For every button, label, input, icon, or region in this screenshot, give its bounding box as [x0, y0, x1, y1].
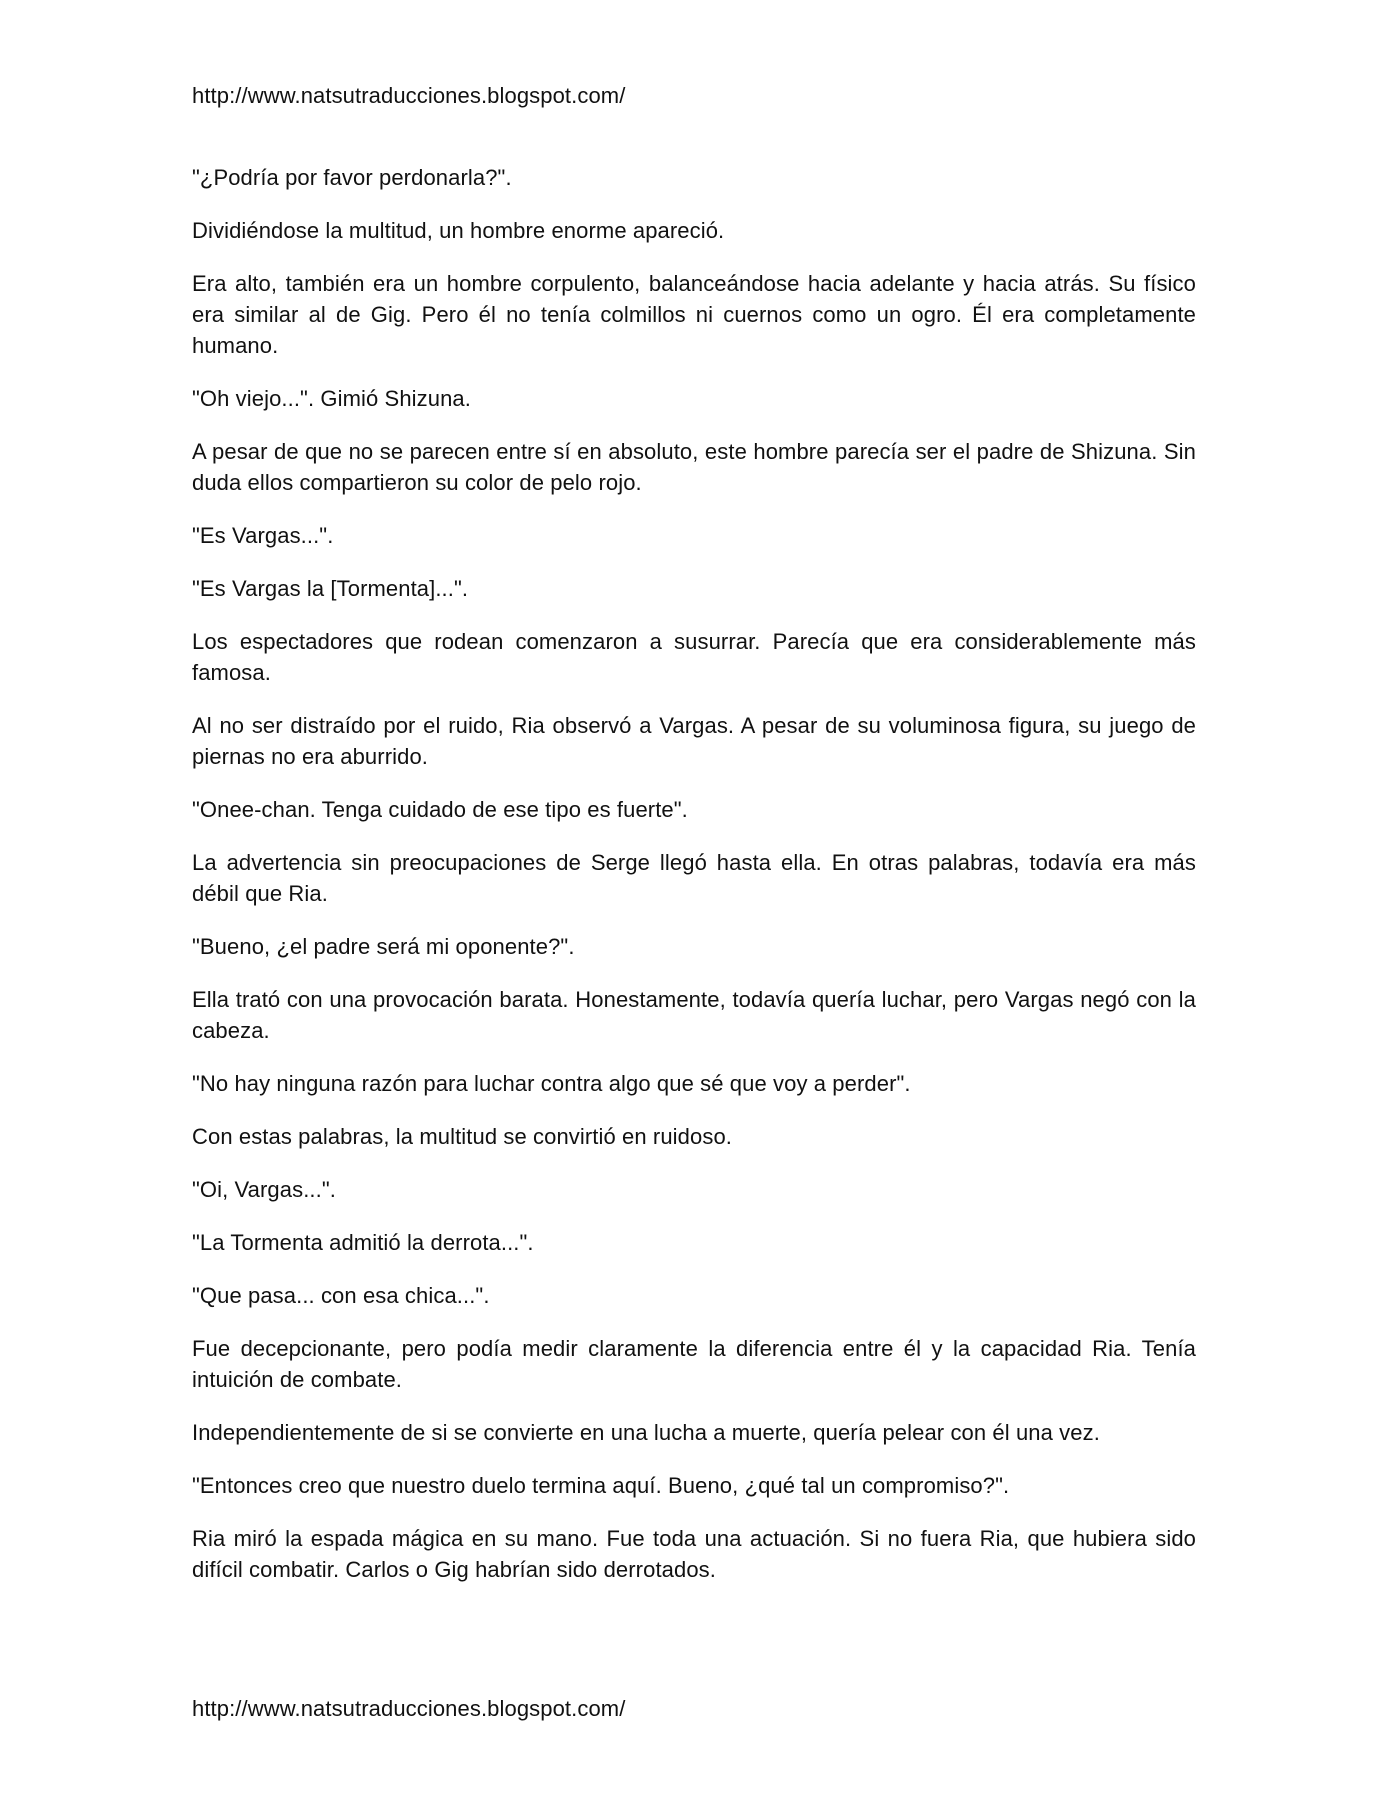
paragraph: "Oi, Vargas...".: [192, 1177, 336, 1202]
paragraph: "Oh viejo...". Gimió Shizuna.: [192, 386, 471, 411]
paragraph: Independientemente de si se convierte en una lucha a muerte, quería pelear con él una vez.: [192, 1420, 1100, 1445]
paragraph: "Bueno, ¿el padre será mi oponente?".: [192, 934, 575, 959]
header-url: http://www.natsutraducciones.blogspot.com/: [192, 83, 626, 108]
paragraph: Con estas palabras, la multitud se convirtió en ruidoso.: [192, 1124, 732, 1149]
paragraph: "Es Vargas la [Tormenta]...".: [192, 576, 469, 601]
paragraph: "Es Vargas...".: [192, 523, 334, 548]
paragraph: Ella trató con una provocación barata. Honestamente, todavía quería luchar, pero Vargas negó con la cabeza.: [192, 987, 1196, 1043]
paragraph: La advertencia sin preocupaciones de Serge llegó hasta ella. En otras palabras, todavía era más débil que Ria.: [192, 850, 1196, 906]
paragraph: "Entonces creo que nuestro duelo termina aquí. Bueno, ¿qué tal un compromiso?".: [192, 1473, 1010, 1498]
paragraph: Era alto, también era un hombre corpulento, balanceándose hacia adelante y hacia atrás. Su físico era similar al de Gig. Pero él no tenía colmillos ni cuernos como un ogro. Él era completamente humano.: [192, 271, 1196, 358]
paragraph: "La Tormenta admitió la derrota...".: [192, 1230, 534, 1255]
paragraph: "Que pasa... con esa chica...".: [192, 1283, 490, 1308]
paragraph: Los espectadores que rodean comenzaron a susurrar. Parecía que era considerablemente más famosa.: [192, 629, 1196, 685]
body-text: [192, 162, 1196, 1607]
footer-url: http://www.natsutraducciones.blogspot.com/: [192, 1696, 626, 1721]
paragraph: A pesar de que no se parecen entre sí en absoluto, este hombre parecía ser el padre de Shizuna. Sin duda ellos compartieron su color de pelo rojo.: [192, 439, 1196, 495]
paragraph: "Onee-chan. Tenga cuidado de ese tipo es fuerte".: [192, 797, 688, 822]
paragraph: Ria miró la espada mágica en su mano. Fue toda una actuación. Si no fuera Ria, que hubiera sido difícil combatir. Carlos o Gig habrían sido derrotados.: [192, 1526, 1196, 1582]
paragraph: Al no ser distraído por el ruido, Ria observó a Vargas. A pesar de su voluminosa figura, su juego de piernas no era aburrido.: [192, 713, 1196, 769]
paragraph: Fue decepcionante, pero podía medir claramente la diferencia entre él y la capacidad Ria. Tenía intuición de combate.: [192, 1336, 1196, 1392]
paragraph: "No hay ninguna razón para luchar contra algo que sé que voy a perder".: [192, 1071, 911, 1096]
paragraph: Dividiéndose la multitud, un hombre enorme apareció.: [192, 218, 725, 243]
paragraph: "¿Podría por favor perdonarla?".: [192, 165, 512, 190]
